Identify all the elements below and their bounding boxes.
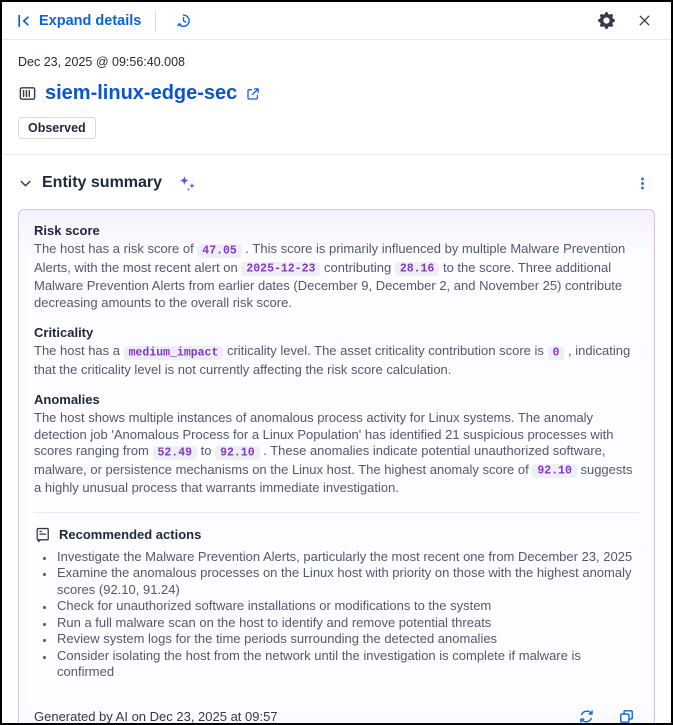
summary-options-menu-icon[interactable] — [629, 170, 655, 196]
open-external-icon[interactable] — [245, 86, 261, 102]
section-heading: Criticality — [34, 325, 94, 340]
inline-code-value: 28.16 — [395, 262, 440, 276]
panel-collapse-left-icon — [16, 13, 32, 29]
summary-sections — [34, 223, 639, 497]
inline-code-value: 2025-12-23 — [241, 262, 320, 276]
section-paragraph: The host shows multiple instances of anomalous process activity for Linux systems. The anomaly detection job 'Anomalous Process for a Linux Population' has identified 21 suspicious processes with scores ranging from 52.49 to 92.10 . These anomalies indicate potential unauthorized software, malware, or persistence mechanisms on the Linux host. The highest anomaly score of 92.10 suggests a highly unusual process that warrants immediate investigation. — [34, 410, 633, 495]
entity-summary-panel — [18, 209, 655, 723]
inline-code-value: 47.05 — [197, 244, 242, 258]
inline-code-value: 0 — [548, 346, 565, 360]
topbar-right-group — [593, 8, 657, 34]
topbar-left-group — [16, 8, 196, 34]
documentation-icon — [34, 526, 51, 543]
flyout-topbar — [2, 2, 671, 40]
section-paragraph: The host has a risk score of 47.05 . This score is primarily influenced by multiple Malware Prevention Alerts, with the most recent alert on 2025-12-23 contributing 28.16 to the score. Three additional Malware Prevention Alerts from earlier dates (December 9, December 2, and November 25) contribute decreasing amounts to the overall risk score. — [34, 241, 626, 310]
regenerate-icon[interactable] — [573, 704, 599, 724]
generated-by-ai-text: Generated by AI on Dec 23, 2025 at 09:57 — [34, 709, 278, 723]
recommended-actions-list — [34, 549, 639, 681]
expand-details-button[interactable] — [16, 13, 141, 29]
summary-footer-icons — [573, 704, 639, 724]
section-heading: Risk score — [34, 223, 100, 238]
gear-icon[interactable] — [593, 8, 619, 34]
host-name-link[interactable]: siem-linux-edge-sec — [45, 82, 238, 104]
sparkles-icon — [177, 173, 198, 194]
copy-icon[interactable] — [613, 704, 639, 724]
recommended-actions-header — [34, 526, 639, 543]
recommended-action-item: • Investigate the Malware Prevention Alerts, particularly the most recent one from December 23, 2025 — [55, 549, 639, 566]
close-icon[interactable] — [631, 8, 657, 34]
section-paragraph: The host has a medium_impact criticality level. The asset criticality contribution score is 0 , indicating that the criticality level is not currently affecting the risk score calculation. — [34, 343, 631, 377]
recommended-action-item: • Check for unauthorized software installations or modifications to the system — [55, 598, 639, 615]
recommended-actions-title: Recommended actions — [59, 526, 202, 542]
summary-footer — [34, 704, 639, 724]
history-clock-icon[interactable] — [170, 8, 196, 34]
expand-details-label: Expand details — [39, 12, 142, 29]
inline-code-value: 52.49 — [153, 446, 198, 460]
topbar-divider — [155, 10, 156, 32]
entity-summary-title: Entity summary — [42, 174, 163, 191]
recommended-action-item: • Run a full malware scan on the host to identify and remove potential threats — [55, 615, 639, 632]
status-badge: Observed — [18, 117, 96, 139]
inline-code-value: 92.10 — [532, 464, 577, 478]
event-timestamp: Dec 23, 2025 @ 09:56:40.008 — [18, 55, 185, 69]
host-storage-icon — [18, 84, 37, 103]
recommended-action-item: • Examine the anomalous processes on the Linux host with priority on those with the highest anomaly scores (92.10, 91.24) — [55, 565, 639, 598]
flyout-content — [2, 40, 671, 723]
entity-summary-header — [18, 155, 655, 209]
host-title-row — [18, 82, 655, 105]
summary-inner-divider — [34, 512, 639, 513]
entity-summary-toggle[interactable] — [18, 173, 198, 194]
recommended-action-item: • Review system logs for the time periods surrounding the detected anomalies — [55, 631, 639, 648]
section-heading: Anomalies — [34, 392, 100, 407]
chevron-down-icon — [18, 176, 33, 191]
inline-code-value: 92.10 — [215, 446, 260, 460]
recommended-action-item: • Consider isolating the host from the network until the investigation is complete if malware is confirmed — [55, 648, 639, 681]
inline-code-value: medium_impact — [124, 346, 224, 360]
